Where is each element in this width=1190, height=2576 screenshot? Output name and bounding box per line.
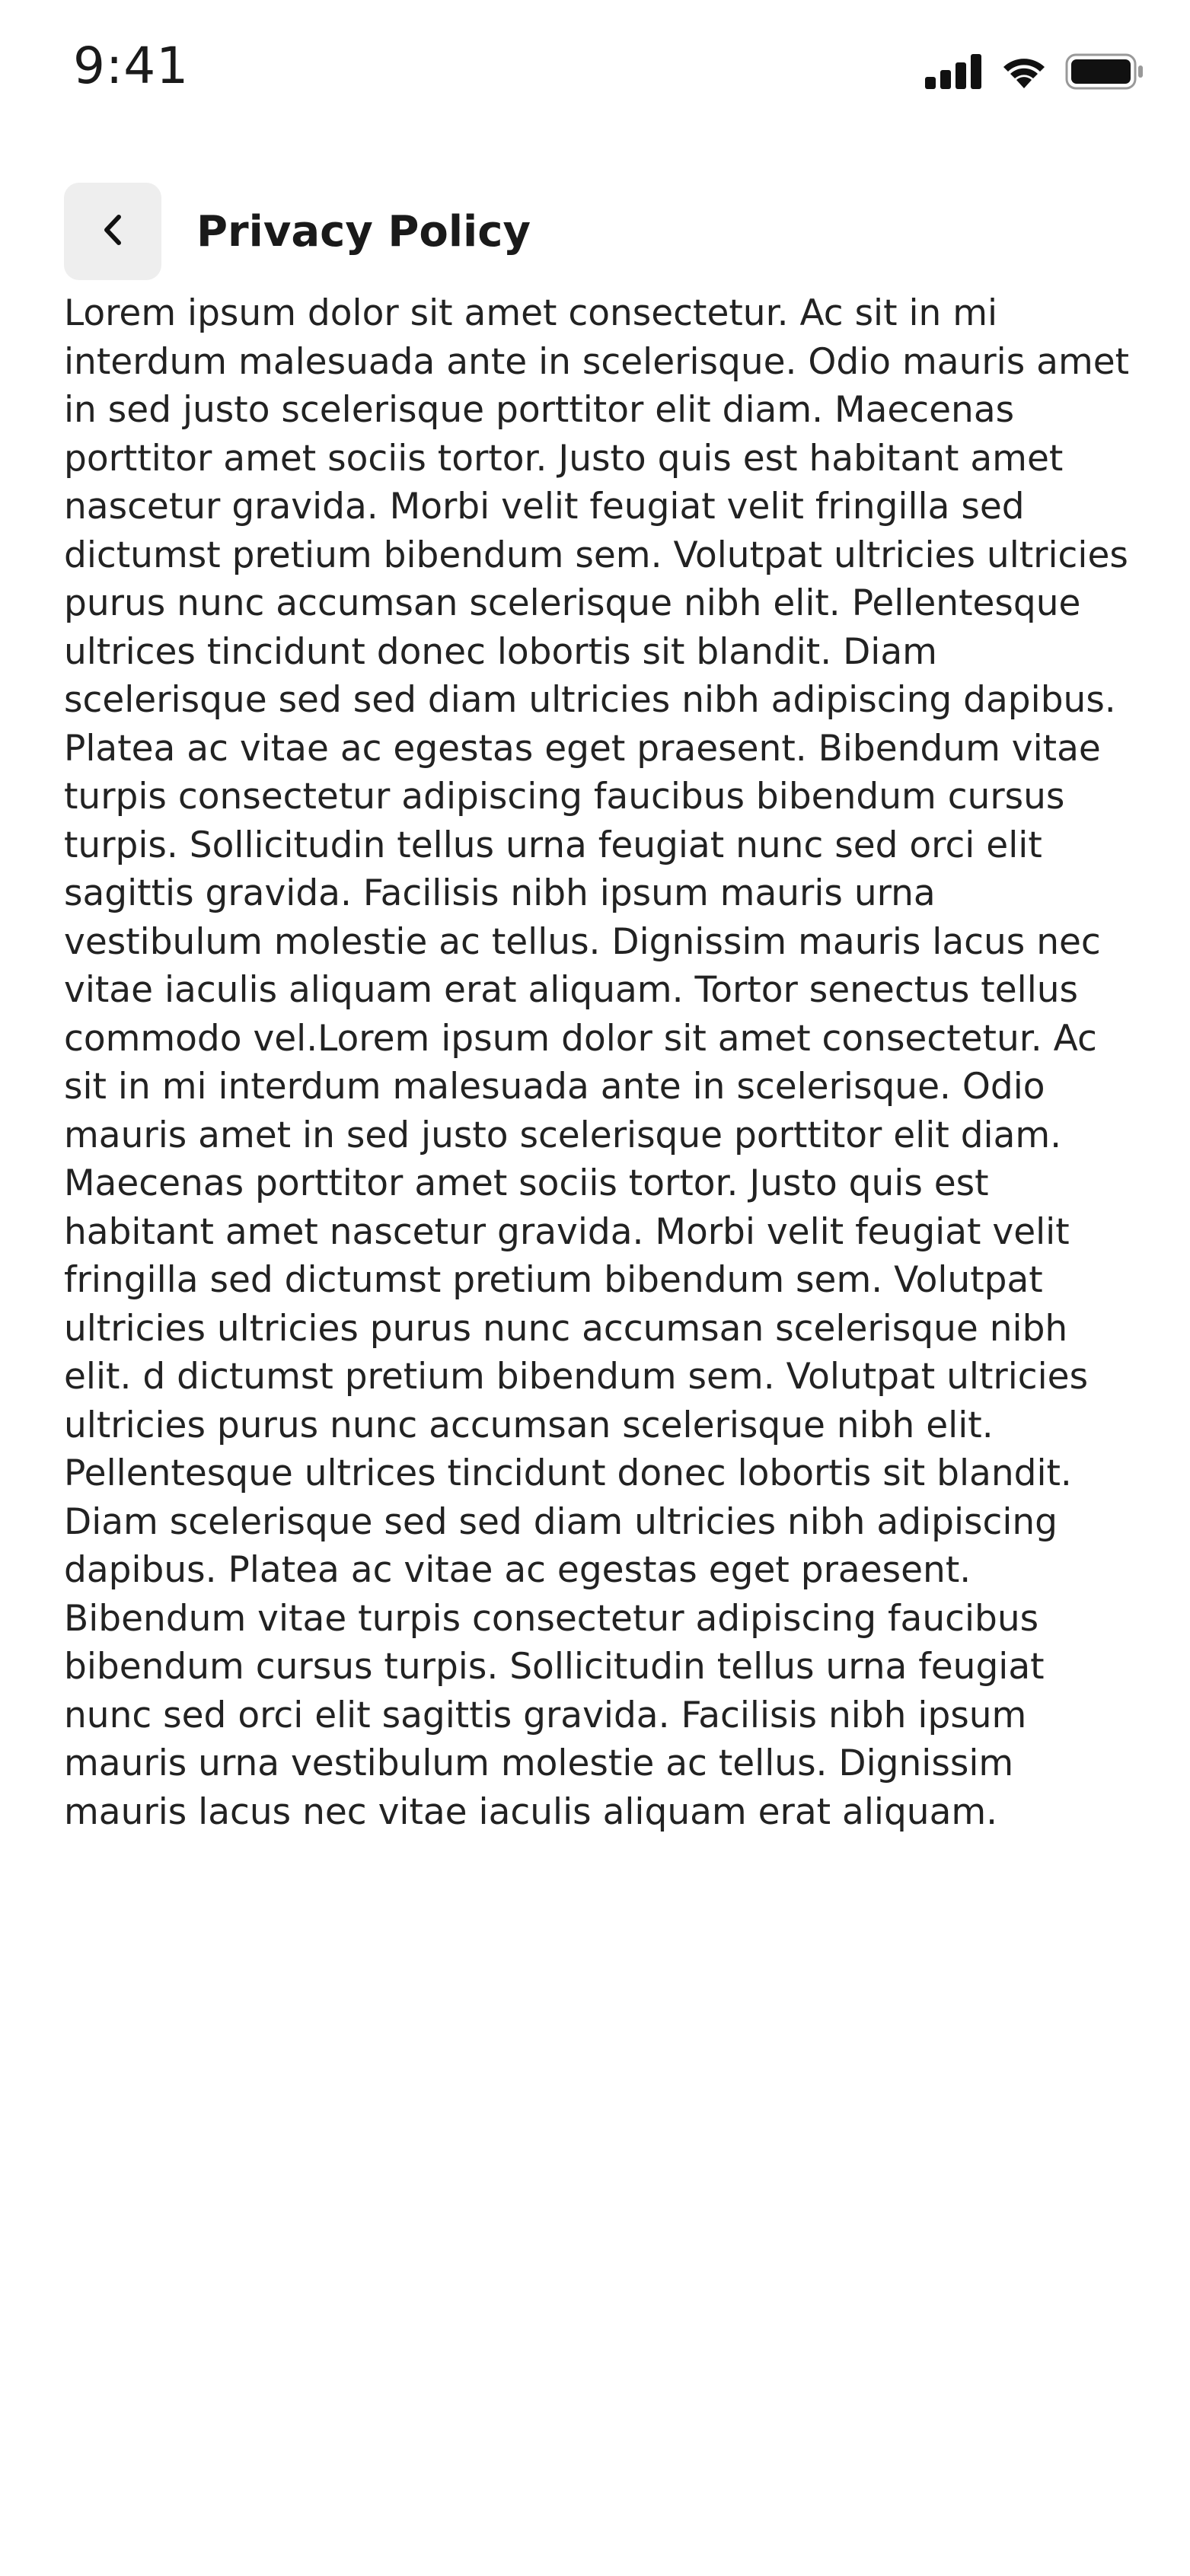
- status-icons: [925, 50, 1144, 93]
- cellular-signal-icon: [925, 54, 983, 89]
- page-title: Privacy Policy: [196, 206, 531, 257]
- back-button[interactable]: [64, 183, 161, 280]
- chevron-left-icon: [97, 211, 128, 252]
- wifi-icon: [1000, 53, 1048, 90]
- battery-icon: [1065, 53, 1144, 90]
- header: [64, 183, 531, 280]
- privacy-policy-text: Lorem ipsum dolor sit amet consectetur. Ac sit in mi interdum malesuada ante in scelerisque. Odio mauris amet in sed justo scelerisque porttitor elit diam. Maecenas porttitor amet sociis tortor. Justo quis est habitant amet nascetur gravida. Morbi velit feugiat velit fringilla sed dictumst pretium bibendum sem. Volutpat ultricies ultricies purus nunc accumsan scelerisque nibh elit. Pellentesque ultrices tincidunt donec lobortis sit blandit. Diam scelerisque sed sed diam ultricies nibh adipiscing dapibus. Platea ac vitae ac egestas eget praesent. Bibendum vitae turpis consectetur adipiscing faucibus bibendum cursus turpis. Sollicitudin tellus urna feugiat nunc sed orci elit sagittis gravida. Facilisis nibh ipsum mauris urna vestibulum molestie ac tellus. Dignissim mauris lacus nec vitae iaculis aliquam erat aliquam. Tortor senectus tellus commodo vel.Lorem ipsum dolor sit amet consectetur. Ac sit in mi interdum malesuada ante in scelerisque. Odio mauris amet in sed justo scelerisque porttitor elit diam. Maecenas porttitor amet sociis tortor. Justo quis est habitant amet nascetur gravida. Morbi velit feugiat velit fringilla sed dictumst pretium bibendum sem. Volutpat ultricies ultricies purus nunc accumsan scelerisque nibh elit. d dictumst pretium bibendum sem. Volutpat ultricies ultricies purus nunc accumsan scelerisque nibh elit. Pellentesque ultrices tincidunt donec lobortis sit blandit. Diam scelerisque sed sed diam ultricies nibh adipiscing dapibus. Platea ac vitae ac egestas eget praesent. Bibendum vitae turpis consectetur adipiscing faucibus bibendum cursus turpis. Sollicitudin tellus urna feugiat nunc sed orci elit sagittis gravida. Facilisis nibh ipsum mauris urna vestibulum molestie ac tellus. Dignissim mauris lacus nec vitae iaculis aliquam erat aliquam.: [64, 292, 1130, 1833]
- status-bar: [0, 0, 1190, 145]
- status-time: 9:41: [73, 37, 190, 95]
